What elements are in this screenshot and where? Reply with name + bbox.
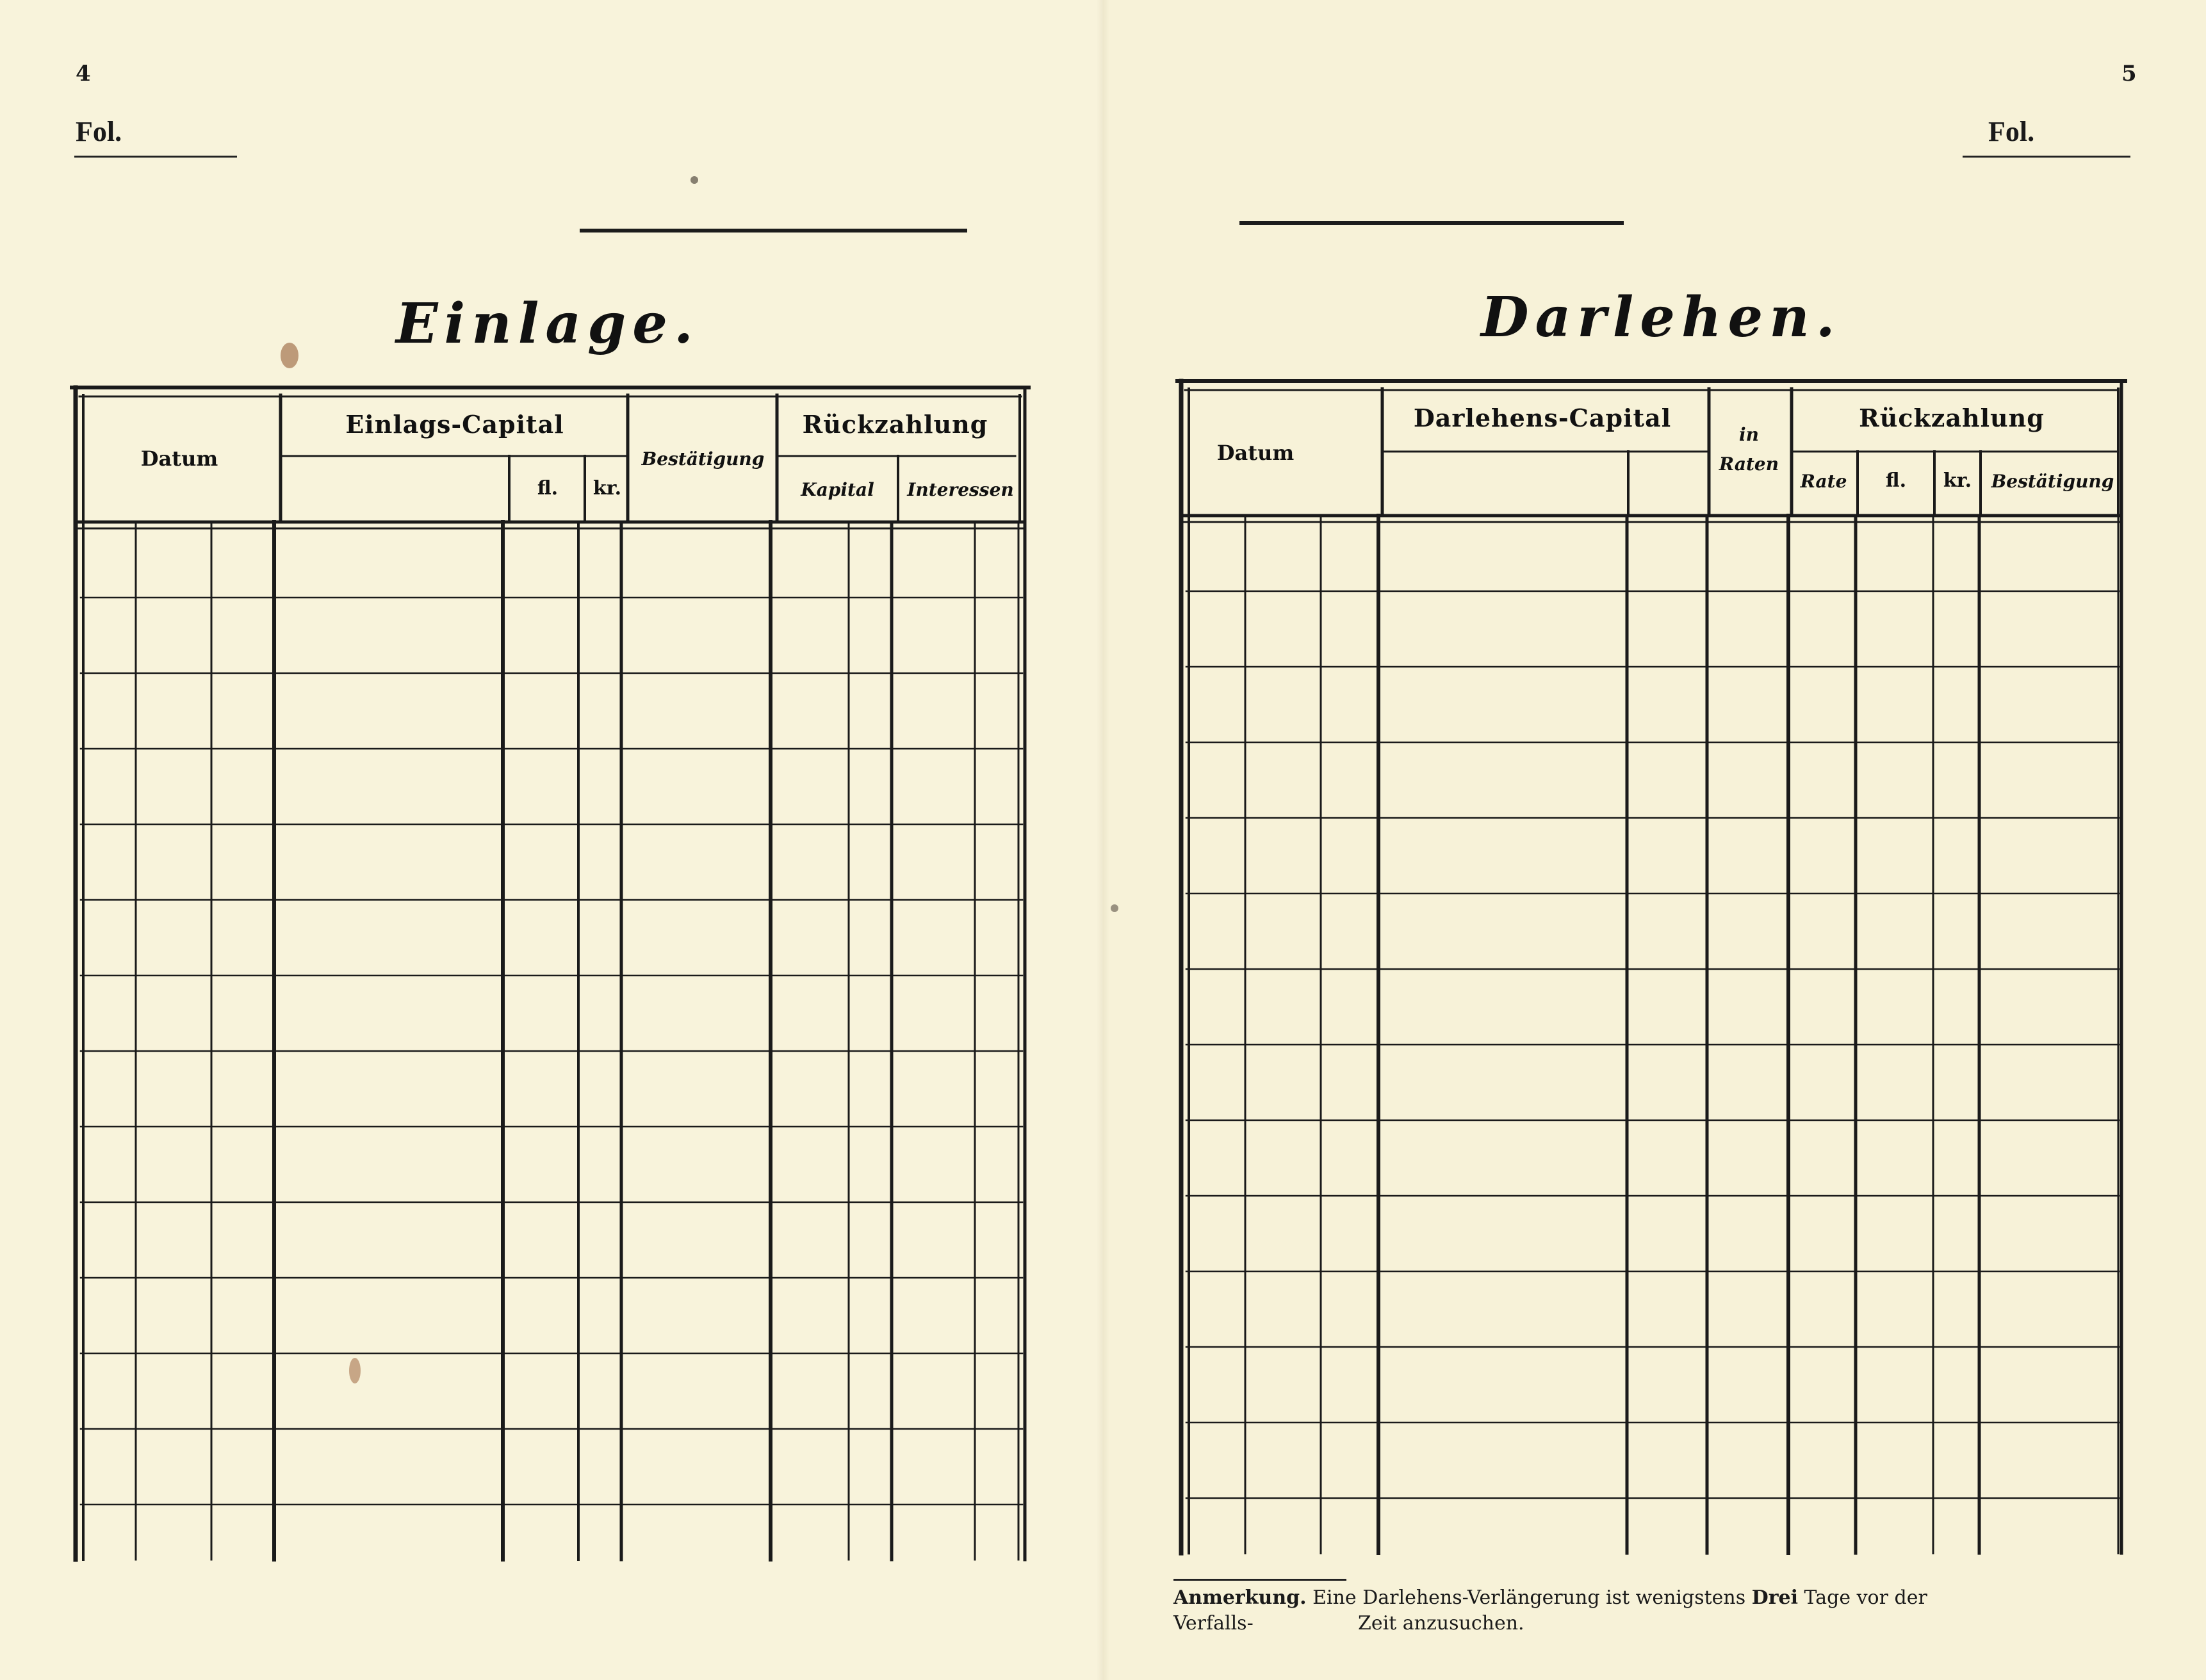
header-darlehens-capital: Darlehens-Capital [1413, 404, 1672, 432]
page-gutter [1097, 0, 1109, 1680]
footnote-line2: Zeit anzusuchen. [1358, 1612, 1524, 1635]
ink-speck [1111, 904, 1118, 912]
header-datum: Datum [1216, 441, 1295, 465]
footnote-text-after: Tage vor der Verfalls- [1173, 1586, 1927, 1635]
header-interessen: Interessen [907, 479, 1014, 500]
footnote-rule [1173, 1579, 1346, 1581]
header-fl: fl. [1885, 469, 1907, 492]
page-number: 4 [76, 61, 91, 86]
header-rate: Rate [1800, 471, 1847, 492]
footnote-text-before: Eine Darlehens-Verlängerung ist wenigstens [1312, 1586, 1746, 1609]
page-heading: Darlehen. [1481, 285, 1842, 350]
header-bestaetigung: Bestätigung [641, 448, 765, 469]
right-page [1103, 0, 2206, 1680]
header-rueckzahlung: Rückzahlung [1859, 404, 2045, 432]
header-rueckzahlung: Rückzahlung [802, 410, 988, 439]
page-heading: Einlage. [396, 291, 699, 356]
header-datum: Datum [140, 446, 218, 471]
footnote-label: Anmerkung. [1173, 1586, 1307, 1609]
header-kr: kr. [592, 477, 622, 500]
fol-label: Fol. [76, 116, 122, 147]
header-raten: Raten [1719, 453, 1779, 475]
header-kapital: Kapital [801, 479, 874, 500]
page-number: 5 [2121, 61, 2137, 86]
fol-label: Fol. [1988, 116, 2035, 147]
footnote-emphasis: Drei [1751, 1586, 1798, 1609]
ledger-table [1103, 0, 2206, 1680]
header-in: in [1739, 424, 1759, 445]
ink-stain [349, 1358, 361, 1383]
header-bestaetigung: Bestätigung [1991, 471, 2114, 492]
header-einlags-capital: Einlags-Capital [345, 410, 564, 439]
ink-speck [690, 176, 698, 184]
header-fl: fl. [537, 477, 559, 500]
header-kr: kr. [1943, 469, 1972, 492]
ink-stain [281, 343, 298, 368]
footnote [1173, 1585, 1961, 1636]
